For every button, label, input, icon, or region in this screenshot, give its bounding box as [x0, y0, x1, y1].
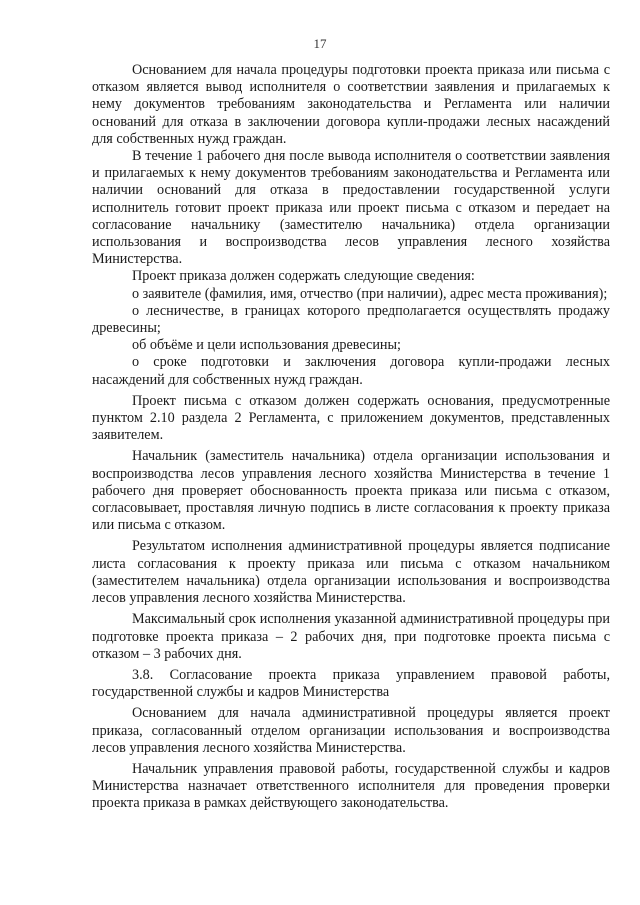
- list-item-term: о сроке подготовки и заключения договора купли-продажи лесных насаждений для собственных нужд граждан.: [92, 354, 610, 388]
- section-heading-3-8: 3.8. Согласование проекта приказа управлением правовой работы, государственной службы и кадров Министерства: [92, 666, 610, 701]
- paragraph-order-contents-intro: Проект приказа должен содержать следующие сведения:: [132, 268, 475, 285]
- paragraph-head-appoints: Начальник управления правовой работы, государственной службы и кадров Министерства назначает ответственного исполнителя для проведения проверки проекта приказа в рамках действующего законодательства.: [92, 760, 610, 812]
- list-item-forestry: о лесничестве, в границах которого предполагается осуществлять продажу древесины;: [92, 302, 610, 337]
- paragraph-head-checks: Начальник (заместитель начальника) отдела организации использования и воспроизводства лесов управления лесного хозяйства Министерства в течение 1 рабочего дня проверяет обоснованность проекта приказа или письма с отказом, согласовывает, проставляя личную подпись в листе согласования к проекту приказа или письма с отказом.: [92, 448, 610, 534]
- page-number: 17: [313, 36, 327, 51]
- paragraph-max-term: Максимальный срок исполнения указанной административной процедуры при подготовке проекта приказа – 2 рабочих дня, при подготовке проекта письма с отказом – 3 рабочих дня.: [92, 611, 610, 662]
- paragraph-result: Результатом исполнения административной процедуры является подписание листа согласования к проекту приказа или письма с отказом начальником (заместителем начальника) отдела организации использования и воспроизводства лесов управления лесного хозяйства Министерства.: [92, 538, 610, 607]
- paragraph-refusal-letter: Проект письма с отказом должен содержать основания, предусмотренные пунктом 2.10 раздела 2 Регламента, с приложением документов, представленных заявителем.: [92, 392, 610, 444]
- document-body: [92, 62, 610, 813]
- paragraph-one-working-day: В течение 1 рабочего дня после вывода исполнителя о соответствии заявления и прилагаемых к нему документов требованиям законодательства и Регламента или наличии оснований для отказа в предоставлении государственной услуги исполнитель готовит проект приказа или проект письма с отказом и передает на согласование начальнику (заместителю начальника) отдела организации использования и воспроизводства лесов управления лесного хозяйства Министерства.: [92, 148, 610, 268]
- list-item-volume: об объёме и цели использования древесины;: [132, 337, 401, 354]
- paragraph-basis-for-order: Основанием для начала процедуры подготовки проекта приказа или письма с отказом является вывод исполнителя о соответствии заявления и прилагаемых к нему документов требованиям законодательства и Регламента или наличии оснований для отказа в заключении договора купли-продажи лесных насаждений для собственных нужд граждан.: [92, 62, 610, 147]
- list-item-applicant: о заявителе (фамилия, имя, отчество (при наличии), адрес места проживания);: [132, 285, 608, 302]
- paragraph-basis-legal-procedure: Основанием для начала административной процедуры является проект приказа, согласованный отделом организации использования и воспроизводства лесов управления лесного хозяйства Министерства.: [92, 705, 610, 756]
